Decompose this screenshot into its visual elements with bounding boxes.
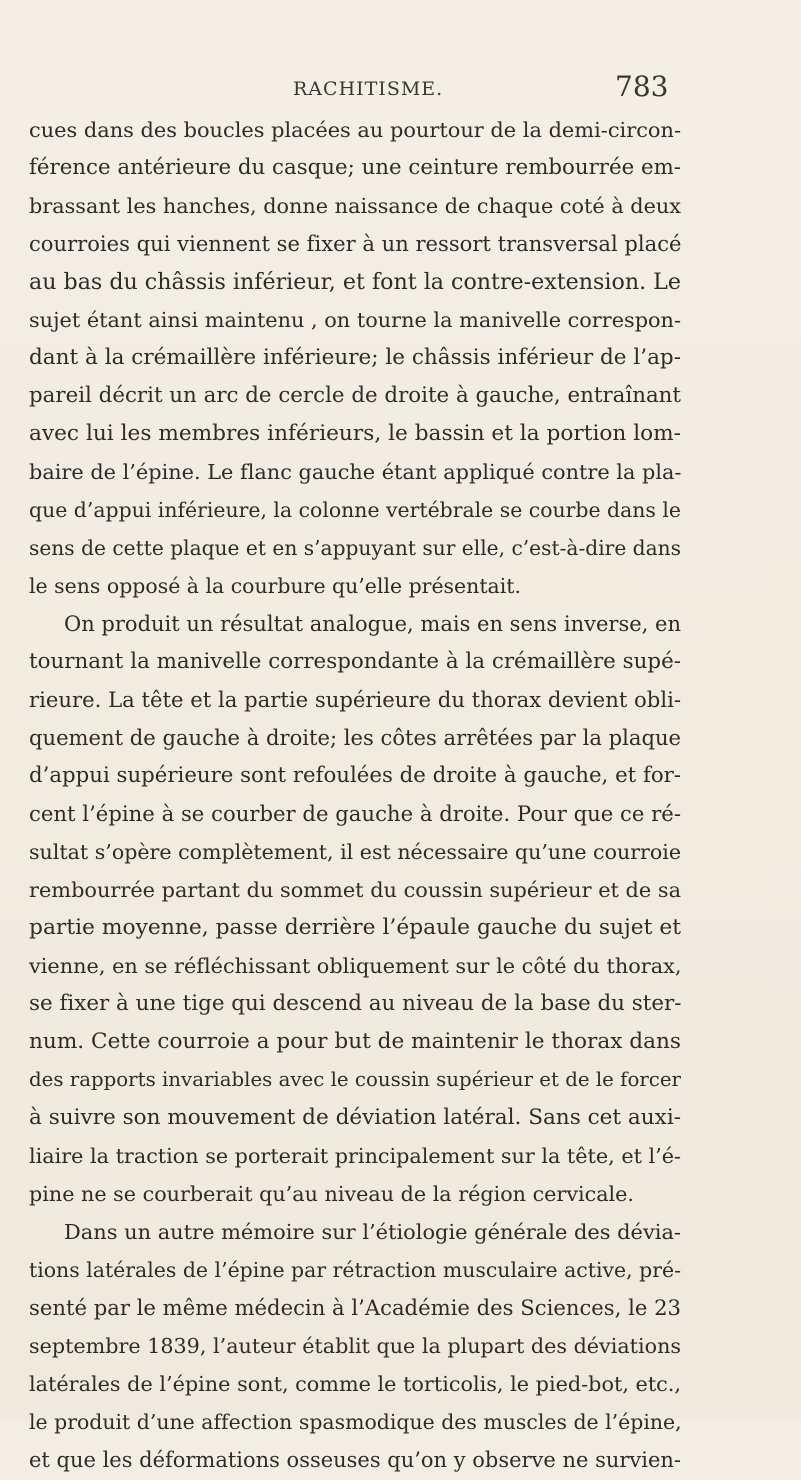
text-line: avec lui les membres inférieurs, le bassin et la portion lom- (29, 421, 682, 446)
text-line: pine ne se courberait qu’au niveau de la région cervicale. (29, 1182, 634, 1206)
page-number: 783 (615, 70, 669, 103)
text-line: cues dans des boucles placées au pourtour de la demi-circon- (29, 118, 682, 142)
text-line: cent l’épine à se courber de gauche à droite. Pour que ce ré- (29, 801, 682, 826)
text-line: partie moyenne, passe derrière l’épaule gauche du sujet et (29, 915, 682, 940)
text-line: rieure. La tête et la partie supérieure du thorax devient obli- (29, 687, 681, 712)
text-line: des rapports invariables avec le coussin supérieur et de le forcer (29, 1068, 681, 1091)
text-line: brassant les hanches, donne naissance de chaque coté à deux (29, 194, 681, 218)
text-line: se fixer à une tige qui descend au niveau de la base du ster- (29, 991, 682, 1016)
text-line: senté par le même médecin à l’Académie des Sciences, le 23 (29, 1295, 681, 1320)
text-line: férence antérieure du casque; une ceinture rembourrée em- (29, 155, 682, 180)
text-line: num. Cette courroie a pour but de maintenir le thorax dans (29, 1029, 682, 1054)
text-line: le produit d’une affection spasmodique des muscles de l’épine, (29, 1410, 682, 1434)
text-line: rembourrée partant du sommet du coussin supérieur et de sa (29, 878, 682, 902)
text-line: tournant la manivelle correspondante à la crémaillère supé- (29, 649, 682, 674)
text-line: sultat s’opère complètement, il est nécessaire qu’une courroie (29, 840, 682, 864)
text-line: On produit un résultat analogue, mais en sens inverse, en (64, 612, 681, 636)
text-line: septembre 1839, l’auteur établit que la plupart des déviations (29, 1334, 682, 1358)
text-line: le sens opposé à la courbure qu’elle présentait. (29, 574, 521, 598)
text-line: à suivre son mouvement de déviation latéral. Sans cet auxi- (29, 1105, 681, 1130)
text-line: dant à la crémaillère inférieure; le châssis inférieur de l’ap- (29, 345, 681, 370)
text-line: sujet étant ainsi maintenu , on tourne la manivelle correspon- (29, 308, 681, 332)
text-line: liaire la traction se porterait principalement sur la tête, et l’é- (29, 1144, 681, 1168)
text-line: et que les déformations osseuses qu’on y observe ne survien- (29, 1448, 682, 1472)
text-line: pareil décrit un arc de cercle de droite à gauche, entraînant (29, 383, 681, 408)
text-line: sens de cette plaque et en s’appuyant sur elle, c’est-à-dire dans (29, 536, 681, 560)
text-line: au bas du châssis inférieur, et font la contre-extension. Le (29, 269, 682, 295)
running-title: RACHITISME. (293, 78, 444, 100)
text-line: d’appui supérieure sont refoulées de droite à gauche, et for- (29, 763, 682, 788)
text-line: Dans un autre mémoire sur l’étiologie générale des dévia- (64, 1220, 681, 1244)
text-line: latérales de l’épine sont, comme le torticolis, le pied-bot, etc., (29, 1372, 681, 1396)
text-line: quement de gauche à droite; les côtes arrêtées par la plaque (29, 725, 682, 750)
text-line: courroies qui viennent se fixer à un ressort transversal placé (29, 231, 682, 256)
running-head (0, 70, 801, 110)
text-line: baire de l’épine. Le flanc gauche étant appliqué contre la pla- (29, 460, 682, 484)
text-line: que d’appui inférieure, la colonne vertébrale se courbe dans le (29, 498, 681, 522)
text-line: tions latérales de l’épine par rétraction musculaire active, pré- (29, 1258, 681, 1282)
text-line: vienne, en se réfléchissant obliquement sur le côté du thorax, (29, 954, 682, 978)
